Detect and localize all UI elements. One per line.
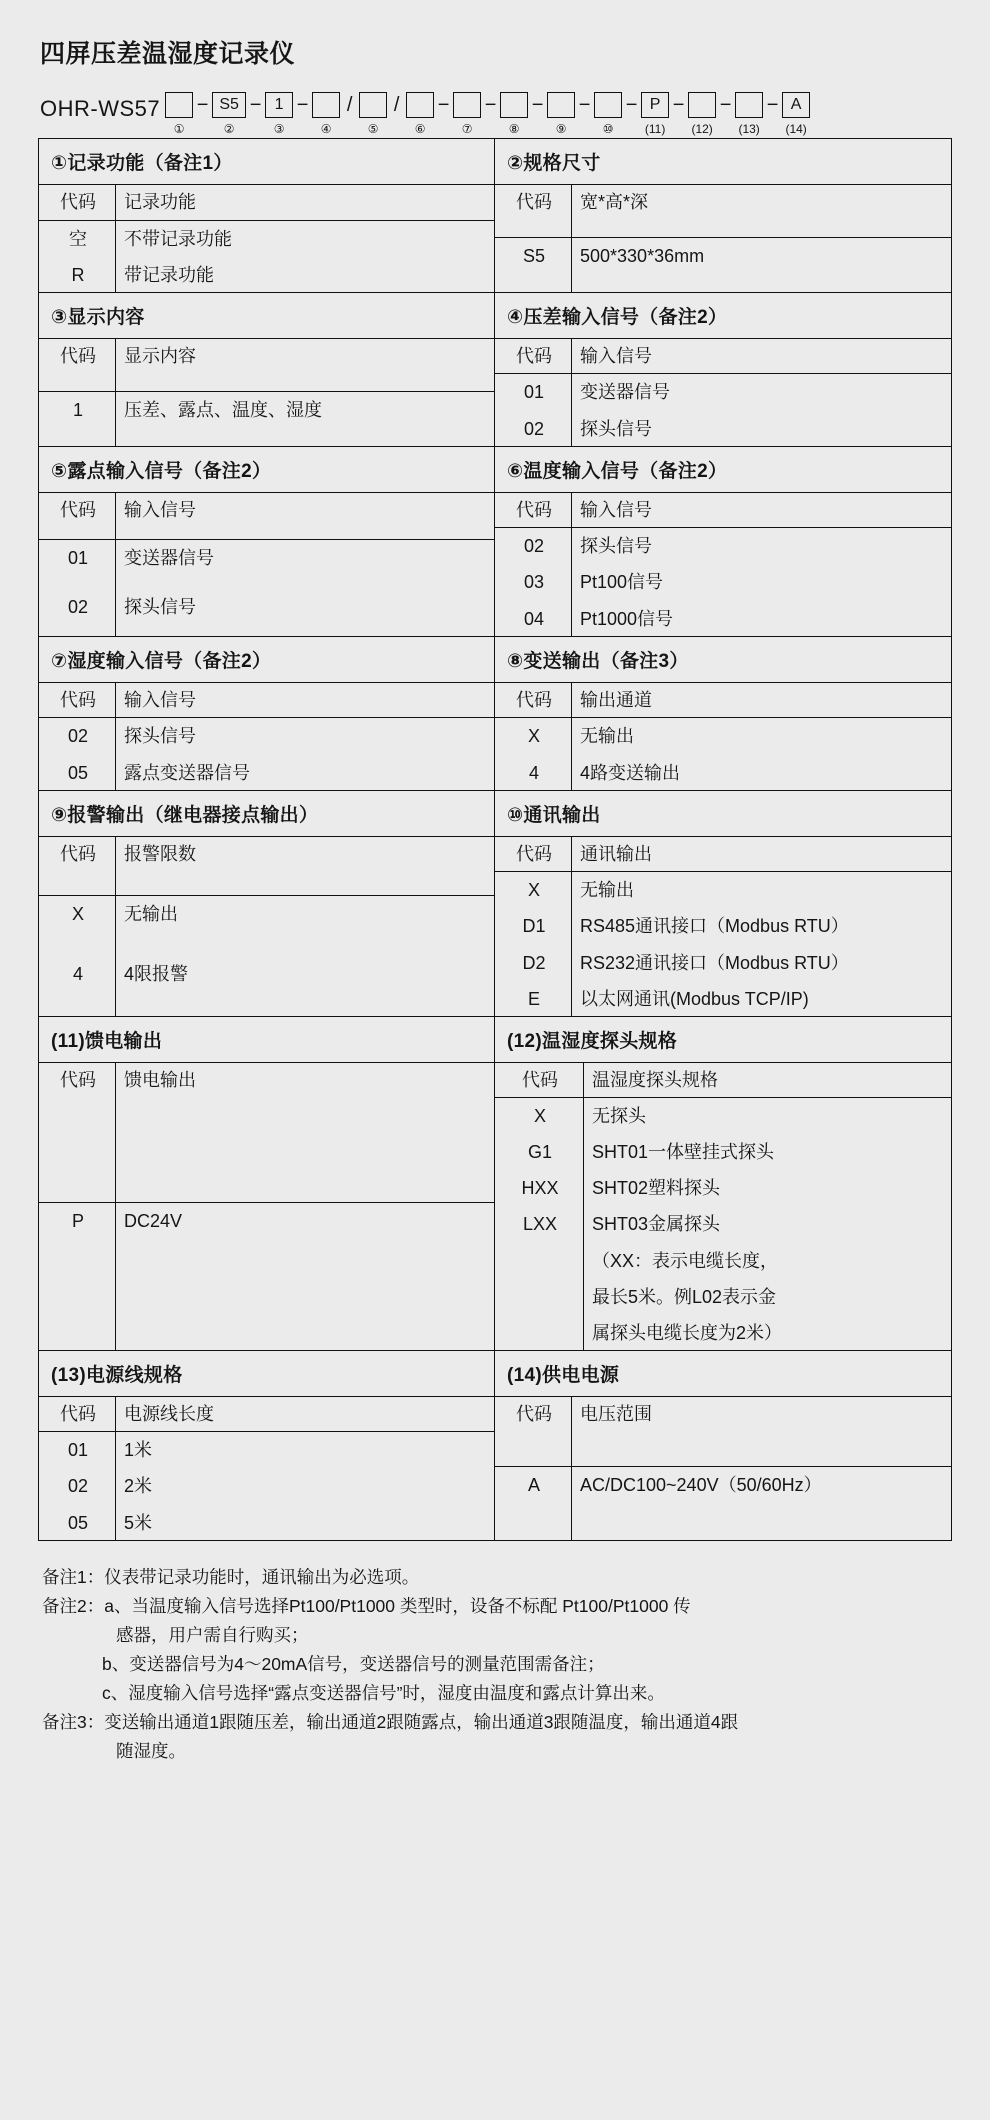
- option-table-header-row: [495, 683, 951, 718]
- option-code: S5: [495, 238, 572, 294]
- column-header-desc: 输入信号: [116, 493, 495, 539]
- column-header-code: 代码: [39, 493, 116, 539]
- option-block-header: ⑨报警输出（继电器接点输出）: [39, 791, 494, 837]
- model-slot-index: ①: [173, 122, 185, 136]
- table-row: [495, 872, 951, 909]
- table-row: [495, 564, 951, 600]
- footnote-line: 备注1：仪表带记录功能时，通讯输出为必选项。: [42, 1567, 420, 1587]
- model-code-line: [40, 92, 952, 136]
- option-table-header-row: [495, 1397, 951, 1467]
- footnote-line: b、变送器信号为4～20mA信号，变送器信号的测量范围需备注；: [102, 1654, 605, 1674]
- table-row: [39, 718, 494, 755]
- option-code: 01: [39, 539, 116, 588]
- option-block: [495, 447, 952, 637]
- option-block-header: ④压差输入信号（备注2）: [495, 293, 951, 339]
- option-table: [39, 1397, 494, 1541]
- model-slot-index: ⑨: [555, 122, 567, 136]
- option-table: [495, 339, 951, 447]
- option-code: X: [39, 895, 116, 956]
- option-code: 4: [39, 956, 116, 1017]
- model-separator: [437, 92, 450, 118]
- table-row: [39, 391, 494, 447]
- option-description: Pt1000信号: [580, 608, 674, 629]
- table-row: [495, 908, 951, 944]
- model-slot[interactable]: [779, 92, 813, 138]
- model-separator-glyph: −: [578, 94, 591, 116]
- model-separator: [672, 92, 685, 118]
- option-table: [39, 339, 494, 447]
- option-block: [495, 293, 952, 447]
- table-row: [39, 1468, 494, 1504]
- column-header-code: 代码: [495, 185, 572, 238]
- option-table: [39, 493, 494, 637]
- column-header-code: 代码: [495, 493, 572, 528]
- option-description: 探头信号: [124, 726, 196, 747]
- option-description: 最长5米。例L02表示金: [592, 1286, 777, 1307]
- option-description: SHT01一体壁挂式探头: [592, 1142, 775, 1163]
- table-row: [495, 1134, 951, 1170]
- option-description: 2米: [124, 1476, 153, 1497]
- model-slot[interactable]: [209, 92, 249, 138]
- model-slot-value[interactable]: [406, 92, 434, 118]
- option-table-header-row: [39, 185, 494, 220]
- option-description: 以太网通讯(Modbus TCP/IP): [580, 988, 809, 1009]
- footnote-line: 随湿度。: [116, 1741, 186, 1761]
- option-code: E: [495, 981, 572, 1017]
- footnote-line: c、湿度输入信号选择“露点变送器信号”时，湿度由温度和露点计算出来。: [102, 1683, 665, 1703]
- option-block-header: ⑩通讯输出: [495, 791, 951, 837]
- model-separator: [249, 92, 262, 118]
- model-slot-index: (14): [785, 122, 807, 136]
- table-row: [495, 755, 951, 791]
- column-header-code: 代码: [495, 339, 572, 374]
- model-slot-value[interactable]: [359, 92, 387, 118]
- model-slot-value[interactable]: [547, 92, 575, 118]
- column-header-code: 代码: [495, 1063, 584, 1098]
- option-table: [495, 683, 951, 791]
- option-description: DC24V: [124, 1211, 183, 1232]
- model-slot[interactable]: [638, 92, 672, 138]
- column-header-desc: 通讯输出: [572, 837, 952, 872]
- option-description: 探头信号: [580, 536, 652, 557]
- table-row: [495, 1206, 951, 1242]
- model-slot-index: ⑩: [602, 122, 614, 136]
- option-code: 02: [495, 411, 572, 447]
- options-row: [38, 138, 952, 293]
- page-title: 四屏压差温湿度记录仪: [40, 40, 296, 68]
- option-code: LXX: [495, 1206, 584, 1242]
- option-block: [38, 1351, 495, 1541]
- model-slot-value[interactable]: [500, 92, 528, 118]
- option-table-header-row: [39, 339, 494, 391]
- option-description: 无输出: [580, 880, 634, 901]
- option-description: SHT03金属探头: [592, 1214, 721, 1235]
- option-code: [495, 1243, 584, 1279]
- table-row: [495, 411, 951, 447]
- column-header-desc: 电源线长度: [116, 1397, 495, 1432]
- option-description: 探头信号: [580, 418, 652, 439]
- option-description: 无探头: [592, 1106, 646, 1127]
- model-slot[interactable]: [544, 92, 578, 138]
- options-row: [38, 1351, 952, 1541]
- footnote-line: 感器，用户需自行购买；: [116, 1625, 309, 1645]
- model-separator: [719, 92, 732, 118]
- option-block: [38, 791, 495, 1017]
- column-header-code: 代码: [495, 837, 572, 872]
- model-slot-value[interactable]: [312, 92, 340, 118]
- option-code: 1: [39, 391, 116, 447]
- table-row: [39, 895, 494, 956]
- option-block: [495, 1017, 952, 1351]
- option-code: D1: [495, 908, 572, 944]
- option-table-header-row: [39, 1397, 494, 1432]
- model-slot[interactable]: [591, 92, 625, 138]
- option-description: Pt100信号: [580, 572, 664, 593]
- table-row: [39, 1203, 494, 1351]
- option-code: 02: [39, 1468, 116, 1504]
- option-table: [495, 1397, 951, 1541]
- option-code: 03: [495, 564, 572, 600]
- model-slot-index: (11): [644, 122, 666, 136]
- column-header-desc: 温湿度探头规格: [584, 1063, 952, 1098]
- option-block: [38, 447, 495, 637]
- option-table-header-row: [39, 683, 494, 718]
- model-separator-glyph: −: [437, 94, 450, 116]
- model-separator-glyph: −: [625, 94, 638, 116]
- option-block: [495, 1351, 952, 1541]
- option-block-header: ⑥温度输入信号（备注2）: [495, 447, 951, 493]
- option-description: AC/DC100~240V（50/60Hz）: [580, 1475, 822, 1496]
- model-separator-glyph: −: [296, 94, 309, 116]
- footnotes: [42, 1563, 952, 1766]
- option-block: [38, 138, 495, 293]
- model-slots: [162, 92, 813, 138]
- option-description: 不带记录功能: [124, 228, 232, 249]
- table-row: [495, 718, 951, 755]
- option-block-header: ⑤露点输入信号（备注2）: [39, 447, 494, 493]
- option-block: [38, 637, 495, 791]
- options-tables: [38, 138, 952, 1541]
- model-slot[interactable]: [732, 92, 766, 138]
- option-code: HXX: [495, 1170, 584, 1206]
- table-row: [495, 374, 951, 411]
- model-slot-value[interactable]: 1: [265, 92, 293, 118]
- column-header-code: 代码: [495, 683, 572, 718]
- model-slot-value[interactable]: [453, 92, 481, 118]
- option-code: [495, 1315, 584, 1351]
- option-code: [495, 1279, 584, 1315]
- column-header-desc: 输入信号: [572, 339, 952, 374]
- model-slot-index: ⑧: [508, 122, 520, 136]
- table-row: [495, 1098, 951, 1135]
- column-header-code: 代码: [39, 339, 116, 391]
- option-code: 01: [495, 374, 572, 411]
- model-slot-value[interactable]: [165, 92, 193, 118]
- column-header-desc: 记录功能: [116, 185, 495, 220]
- model-separator-glyph: −: [719, 94, 732, 116]
- model-slot-value[interactable]: [735, 92, 763, 118]
- column-header-code: 代码: [39, 1063, 116, 1203]
- option-table-header-row: [39, 1063, 494, 1203]
- option-description: 变送器信号: [124, 547, 214, 568]
- option-code: A: [495, 1467, 572, 1541]
- option-description: 1米: [124, 1440, 153, 1461]
- option-code: 02: [495, 528, 572, 565]
- option-description: 4限报警: [124, 964, 189, 985]
- column-header-desc: 输入信号: [572, 493, 952, 528]
- model-slot-index: ⑤: [367, 122, 379, 136]
- option-block-header: ⑦湿度输入信号（备注2）: [39, 637, 494, 683]
- model-slot-index: ⑦: [461, 122, 473, 136]
- table-row: [495, 1243, 951, 1279]
- option-table: [39, 837, 494, 1017]
- option-description: 带记录功能: [124, 265, 214, 286]
- model-slot[interactable]: [403, 92, 437, 138]
- option-block: [38, 1017, 495, 1351]
- options-row: [38, 447, 952, 637]
- option-table: [39, 1063, 494, 1351]
- option-table-header-row: [39, 493, 494, 539]
- column-header-code: 代码: [495, 1397, 572, 1467]
- option-code: D2: [495, 945, 572, 981]
- option-code: 4: [495, 755, 572, 791]
- model-slot[interactable]: [162, 92, 196, 138]
- table-row: [39, 539, 494, 588]
- option-code: 02: [39, 589, 116, 637]
- option-block: [495, 138, 952, 293]
- table-row: [39, 956, 494, 1017]
- option-table: [495, 837, 951, 1017]
- column-header-desc: 电压范围: [572, 1397, 952, 1467]
- option-code: X: [495, 872, 572, 909]
- option-code: G1: [495, 1134, 584, 1170]
- model-slot[interactable]: [685, 92, 719, 138]
- model-slot[interactable]: [262, 92, 296, 138]
- option-table: [39, 683, 494, 791]
- table-row: [495, 528, 951, 565]
- option-code: 05: [39, 755, 116, 791]
- table-row: [39, 257, 494, 294]
- table-row: [495, 238, 951, 294]
- model-slot[interactable]: [356, 92, 390, 138]
- option-table-header-row: [39, 837, 494, 895]
- model-separator: [390, 92, 403, 118]
- option-block-header: ②规格尺寸: [495, 139, 951, 185]
- table-row: [495, 1315, 951, 1351]
- column-header-code: 代码: [39, 683, 116, 718]
- table-row: [39, 1505, 494, 1541]
- option-table-header-row: [495, 339, 951, 374]
- option-description: 变送器信号: [580, 382, 670, 403]
- model-slot-index: (13): [738, 122, 760, 136]
- model-slot-value[interactable]: [688, 92, 716, 118]
- model-separator: [578, 92, 591, 118]
- option-description: 压差、露点、温度、湿度: [124, 399, 322, 420]
- model-separator: [196, 92, 209, 118]
- option-table-header-row: [495, 1063, 951, 1098]
- option-block-header: (12)温湿度探头规格: [495, 1017, 951, 1063]
- option-description: RS485通讯接口（Modbus RTU）: [580, 916, 849, 937]
- model-slot[interactable]: [497, 92, 531, 138]
- model-slot-value[interactable]: S5: [212, 92, 246, 118]
- table-row: [39, 755, 494, 791]
- model-separator: [484, 92, 497, 118]
- option-table-header-row: [495, 837, 951, 872]
- option-description: 探头信号: [124, 596, 196, 617]
- option-table: [495, 185, 951, 294]
- model-separator: [766, 92, 779, 118]
- table-row: [495, 1467, 951, 1541]
- column-header-desc: 输出通道: [572, 683, 952, 718]
- table-row: [495, 981, 951, 1017]
- column-header-desc: 显示内容: [116, 339, 495, 391]
- column-header-code: 代码: [39, 837, 116, 895]
- model-slot-value[interactable]: A: [782, 92, 810, 118]
- model-slot-index: ④: [320, 122, 332, 136]
- option-table: [39, 185, 494, 294]
- model-separator-glyph: −: [531, 94, 544, 116]
- model-separator-glyph: −: [196, 94, 209, 116]
- option-table-header-row: [495, 185, 951, 238]
- option-code: X: [495, 718, 572, 755]
- model-slot-value[interactable]: [594, 92, 622, 118]
- table-row: [495, 601, 951, 637]
- option-block-header: (11)馈电输出: [39, 1017, 494, 1063]
- table-row: [39, 1432, 494, 1469]
- table-row: [495, 945, 951, 981]
- option-block-header: ③显示内容: [39, 293, 494, 339]
- model-separator-glyph: −: [672, 94, 685, 116]
- model-slot[interactable]: [309, 92, 343, 138]
- model-separator-glyph: −: [766, 94, 779, 116]
- table-row: [39, 220, 494, 257]
- options-row: [38, 1017, 952, 1351]
- option-block-header: (13)电源线规格: [39, 1351, 494, 1397]
- table-row: [495, 1279, 951, 1315]
- model-separator-glyph: −: [484, 94, 497, 116]
- column-header-desc: 馈电输出: [116, 1063, 495, 1203]
- footnote-line: 备注3：变送输出通道1跟随压差，输出通道2跟随露点，输出通道3跟随温度，输出通道4跟: [42, 1712, 739, 1732]
- model-separator: [625, 92, 638, 118]
- option-description: 属探头电缆长度为2米）: [592, 1322, 783, 1343]
- option-description: （XX：表示电缆长度，: [592, 1250, 779, 1271]
- option-block-header: ①记录功能（备注1）: [39, 139, 494, 185]
- option-table: [495, 1063, 951, 1351]
- column-header-desc: 宽*高*深: [572, 185, 952, 238]
- option-table-header-row: [495, 493, 951, 528]
- model-separator: [296, 92, 309, 118]
- option-block: [495, 791, 952, 1017]
- model-slot-index: ③: [273, 122, 285, 136]
- option-description: 5米: [124, 1512, 153, 1533]
- option-code: 05: [39, 1505, 116, 1541]
- model-slot-index: (12): [691, 122, 713, 136]
- options-row: [38, 637, 952, 791]
- option-description: 露点变送器信号: [124, 762, 250, 783]
- model-prefix: OHR-WS57: [40, 96, 161, 121]
- option-code: 02: [39, 718, 116, 755]
- option-code: X: [495, 1098, 584, 1135]
- options-row: [38, 293, 952, 447]
- column-header-desc: 报警限数: [116, 837, 495, 895]
- column-header-code: 代码: [39, 185, 116, 220]
- model-slot-index: ②: [223, 122, 235, 136]
- option-description: 500*330*36mm: [580, 246, 705, 267]
- option-table: [495, 493, 951, 637]
- option-block: [38, 293, 495, 447]
- option-description: 无输出: [580, 726, 634, 747]
- option-code: P: [39, 1203, 116, 1351]
- option-description: SHT02塑料探头: [592, 1178, 721, 1199]
- option-code: 04: [495, 601, 572, 637]
- model-separator-glyph: /: [346, 94, 353, 116]
- option-block: [495, 637, 952, 791]
- options-row: [38, 791, 952, 1017]
- option-code: 01: [39, 1432, 116, 1469]
- model-slot-index: ⑥: [414, 122, 426, 136]
- option-code: 空: [39, 220, 116, 257]
- model-separator-glyph: −: [249, 94, 262, 116]
- model-separator: [343, 92, 356, 118]
- option-code: R: [39, 257, 116, 294]
- table-row: [39, 589, 494, 637]
- table-row: [495, 1170, 951, 1206]
- option-block-header: (14)供电电源: [495, 1351, 951, 1397]
- model-separator-glyph: /: [393, 94, 400, 116]
- option-description: 无输出: [124, 903, 178, 924]
- model-slot-value[interactable]: P: [641, 92, 669, 118]
- option-description: 4路变送输出: [580, 762, 681, 783]
- model-separator: [531, 92, 544, 118]
- footnote-line: 备注2：a、当温度输入信号选择Pt100/Pt1000 类型时，设备不标配 Pt100/Pt1000 传: [42, 1596, 691, 1616]
- model-slot[interactable]: [450, 92, 484, 138]
- column-header-desc: 输入信号: [116, 683, 495, 718]
- option-description: RS232通讯接口（Modbus RTU）: [580, 952, 849, 973]
- option-block-header: ⑧变送输出（备注3）: [495, 637, 951, 683]
- column-header-code: 代码: [39, 1397, 116, 1432]
